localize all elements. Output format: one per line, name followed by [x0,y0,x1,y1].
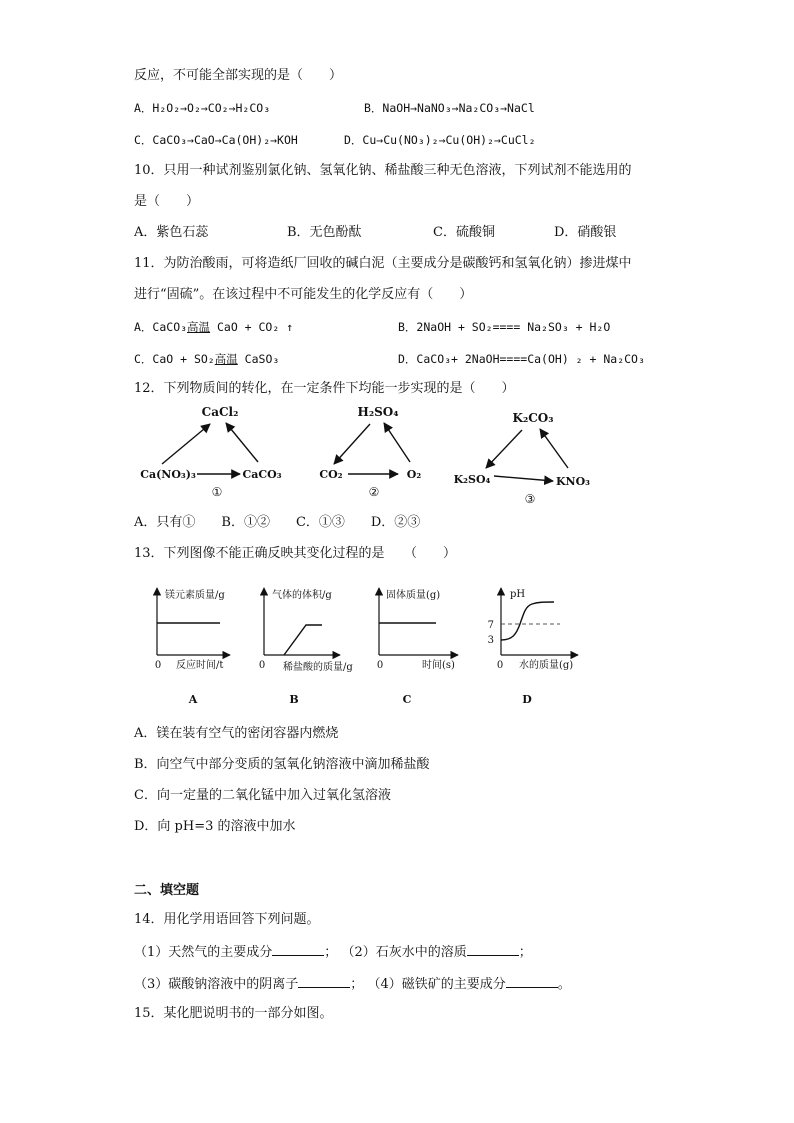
d3-right: KNO₃ [555,475,591,488]
graph-b-xlabel: 稀盐酸的质量/g [283,662,353,673]
q13-graph-b [259,588,354,706]
q11-option-d: D．CaCO₃+ 2NaOH====Ca(OH) ₂ + Na₂CO₃ [398,352,645,366]
d2-arrow-top-left [334,424,370,464]
graph-c-origin: 0 [376,660,384,671]
d3-arrow-top-left [486,430,522,468]
graph-a-letter: A [188,693,198,706]
q13-graph-c [377,588,458,706]
graph-a-origin: 0 [154,660,162,671]
q13-option-d: D．向 pH=3 的溶液中加水 [134,819,296,834]
q13-graph-a [155,588,230,706]
q14-part1: （1）天然气的主要成分 [134,945,273,960]
d3-number: ③ [524,492,536,506]
q14-part2: （2）石灰水中的溶质 [341,945,467,960]
q12-diagram-2 [319,405,421,499]
q11-a-product: CaO + CO₂ ↑ [210,320,294,334]
graph-d-letter: D [522,693,532,706]
graph-d-xlabel: 水的质量(g) [519,660,574,671]
q10-option-c: C．硫酸铜 [433,225,495,240]
d1-right: CaCO₃ [242,468,282,481]
q11-a-reactant: A．CaCO₃ [134,320,188,334]
d3-arrow-left-right [494,476,553,481]
q13-option-b: B．向空气中部分变质的氢氧化钠溶液中滴加稀盐酸 [134,757,430,772]
section-title: 二、填空题 [134,883,200,898]
q10-stem-line2: 是（ ） [134,194,200,209]
q14-blank-1[interactable] [272,943,324,956]
graph-a-ylabel: 镁元素质量/g [165,590,225,601]
graph-d-curve [501,602,554,640]
graph-d-tick-3: 3 [487,635,494,646]
q12-diagram-1 [140,405,281,499]
q11-stem-line2: 进行“固硫”。在该过程中不可能发生的化学反应有（ ） [134,287,473,302]
q10-option-b: B．无色酚酞 [287,225,362,240]
q10-stem-line1: 10．只用一种试剂鉴别氯化钠、氢氧化钠、稀盐酸三种无色溶液，下列试剂不能选用的 [134,163,632,178]
q11-stem-line1: 11．为防治酸雨，可将造纸厂回收的碱白泥（主要成分是碳酸钙和氢氧化钠）掺进煤中 [134,256,632,271]
q9-option-c: C．CaCO₃→CaO→Ca(OH)₂→KOH [134,133,298,147]
q14-line1 [134,943,532,961]
d2-left: CO₂ [319,468,343,481]
graph-d-origin: 0 [496,660,504,671]
graph-a-xlabel: 反应时间/t [176,660,224,671]
d3-top: K₂CO₃ [512,411,554,425]
q11-c-reactant: C．CaO + SO₂ [134,352,215,366]
d2-top: H₂SO₄ [357,405,399,419]
d2-right: O₂ [406,468,422,481]
d1-number: ① [211,485,223,499]
q12-diagram-3 [454,411,591,506]
q15-stem: 15．某化肥说明书的一部分如图。 [134,1006,333,1021]
q13-option-c: C．向一定量的二氧化锰中加入过氧化氢溶液 [134,788,391,803]
q11-c-condition: 高温 [214,352,238,366]
graph-b-ylabel: 气体的体积/g [272,590,332,601]
q14-part4: （4）磁铁矿的主要成分 [367,977,506,992]
q13-option-a: A．镁在装有空气的密闭容器内燃烧 [134,726,339,741]
q11-a-condition: 高温 [187,320,211,334]
q9-option-d: D．Cu→Cu(NO₃)₂→Cu(OH)₂→CuCl₂ [344,133,536,147]
q14-stem: 14．用化学用语回答下列问题。 [134,912,320,927]
q10-option-a: A．紫色石蕊 [134,225,209,240]
graph-d-ylabel: pH [510,589,526,600]
graph-c-xlabel: 时间(s) [422,660,455,671]
q12-options: A．只有① B．①② C．①③ D．②③ [134,515,421,530]
graph-c-ylabel: 固体质量(g) [386,590,441,601]
d3-arrow-right-top [540,429,568,468]
q14-part3: （3）碳酸钠溶液中的阴离子 [134,977,299,992]
q9-stem: 反应，不可能全部实现的是（ ） [134,68,343,83]
q14-line2 [134,975,571,993]
q14-part1-end: ； [324,945,338,960]
d3-left: K₂SO₄ [453,473,491,486]
q11-c-product: CaSO₃ [237,352,280,366]
q14-part4-end: 。 [557,977,571,992]
d2-arrow-right-top [384,423,410,462]
q14-blank-4[interactable] [506,975,558,988]
q12-stem: 12．下列物质间的转化，在一定条件下均能一步实现的是（ ） [134,381,515,396]
q13-stem: 13．下列图像不能正确反映其变化过程的是 （ ） [134,546,457,561]
q9-option-b: B．NaOH→NaNO₃→Na₂CO₃→NaCl [364,101,535,115]
graph-b-origin: 0 [258,660,266,671]
q14-part3-end: ； [350,977,364,992]
d1-top: CaCl₂ [201,405,239,419]
q10-option-d: D．硝酸银 [554,225,617,240]
graph-b-line [284,625,322,655]
q13-graph-d [488,588,578,706]
d1-left: Ca(NO₃)₃ [140,468,196,481]
q14-blank-3[interactable] [298,975,350,988]
graph-d-tick-7: 7 [487,620,494,631]
d1-arrow-right-top [226,423,258,462]
graph-c-letter: C [402,693,412,706]
d2-number: ② [368,485,380,499]
q14-blank-2[interactable] [467,943,519,956]
q9-option-a: A．H₂O₂→O₂→CO₂→H₂CO₃ [134,101,271,115]
graph-b-letter: B [289,693,299,706]
q11-option-b: B．2NaOH + SO₂==== Na₂SO₃ + H₂O [398,320,611,334]
d1-arrow-top-left [162,424,210,464]
q14-part2-end: ； [518,945,532,960]
